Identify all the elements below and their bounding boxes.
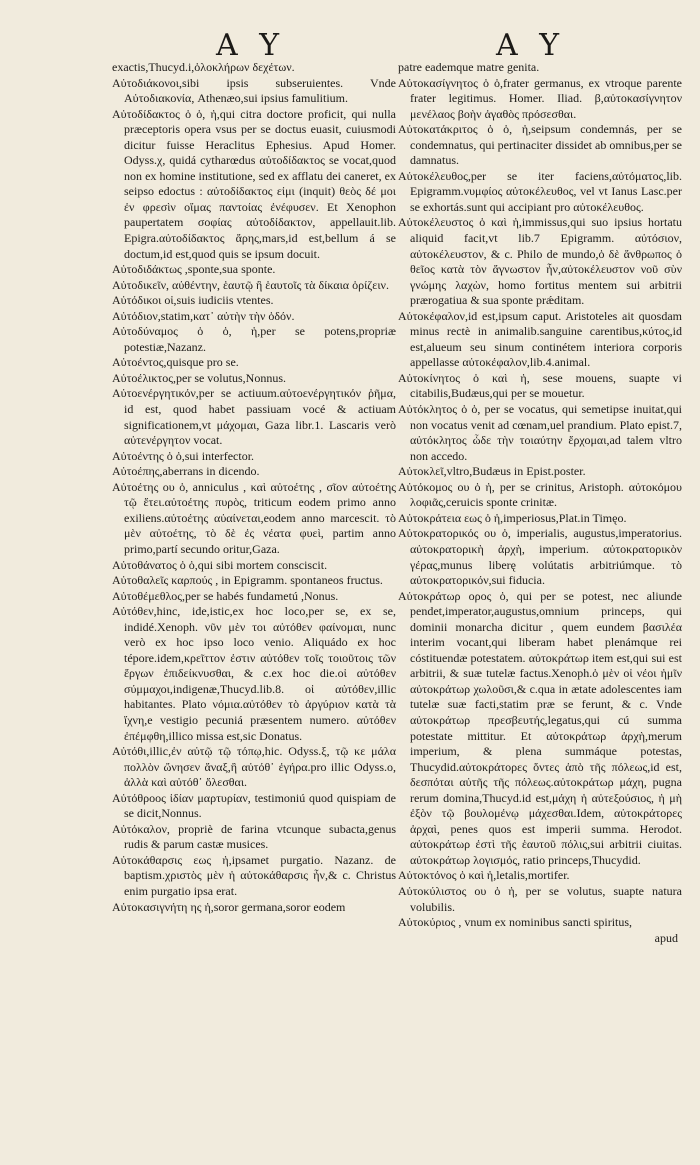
entry: Αὐτοδίδακτος ὁ ὁ, ἡ,qui citra doctore proficit, qui nulla præceptoris opera vsus per se doctus euasit, cuiusmodi dicitur fuisse Heraclitus Ephesius. Apud Homer. Odyss.χ, quidá cytharœdus αὐτοδίδακτος se vocat,quod non ex homine institutione, sed ex afflatu dei caneret, ex seipso edoctus : αὐτοδίδακτος εἰμι (inquit) θεὸς δέ μοι ἐν φρεσὶν οἴμας παντοίας ἐνέφυσεν. Et Xenophon paupertatem σοφίας αὐτοδίδακτον, appellauit.lib. Epigra.αὐτοδίδακτος ἄρης,mars,id est,bellum á se doctum,id est,quod quis se ipsum docuit. bbox=[112, 106, 396, 261]
entry: Αὐτόθροος ἰδίαν μαρτυρίαν, testimoniú quod quispiam de se dicit,Nonnus. bbox=[112, 790, 396, 821]
entry: Αὐτοδικεῖν, αὐθέντην, ἑαυτῷ ἢ ἑαυτοῖς τὰ δίκαια ὁρίζειν. bbox=[112, 277, 389, 292]
entry: Αὐτόδιον,statim,κατ᾽ αὐτὴν τὴν ὁδόν. bbox=[112, 308, 295, 323]
entry: Αὐτοέντος,quisque pro se. bbox=[112, 355, 239, 370]
header-letters-right: Α Υ bbox=[496, 28, 566, 63]
entry: Αὐτοκύριος , vnum ex nominibus sancti spiritus, bbox=[398, 915, 633, 930]
entry: Αὐτοέπης,aberrans in dicendo. bbox=[112, 464, 260, 479]
entry: Αὐτοκράτωρ ορος ὁ, qui per se potest, nec aliunde pendet,imperator,augustus,omnium princeps, qui dominii monarcha dicitur , quem eundem βασιλέα interim vocant,qui liberam habet plenámque rei cóstituendæ potestatem. αὐτοκράτωρ item est,qui sui est arbitrii, & suæ tutelæ factus.Xenoph.ὁ μὲν οἱ νέοι ἡμῖν αὐτοκράτωρ χωλοῦσι,& c.qua in ætate adolescentes iam tutelæ suæ facti,statim præ se ferunt, & c. Vnde αὐτοκράτωρ πρεσβευτής,legatus,qui cú summa potestate mittitur. Et αὐτοκράτωρ ἀρχὴ,merum imperium, & plena summáque potestas, Thucydid.αὐτοκράτορες ὄντες ἀπὸ τῆς πόλεως,id est, δεσπόται αὐτῆς τῆς πόλεως.αὐτοκράτωρ μάχη, pugna rerum domina,Thucyd.id est,μάχη ἡ αὐτεξούσιος, ἡ μὴ ἐξὸν τῷ βουλομένῳ μάχεσθαι.Idem, αὐτοκράτορες ἀρχαὶ, penes quos est imperii summa. Herodot. αὐτοκράτωρ ἐστὶ τῆς ἑαυτοῦ πόλις,sui arbitrii ciuitas. αὐτοκράτωρ λογισμός, ratio princeps,Thucydid. bbox=[398, 588, 682, 867]
entry: Αὐτοθάνατος ὁ ὁ,qui sibi mortem consciscit. bbox=[112, 557, 328, 572]
entry: Αὐτοέτης ου ὁ, anniculus , καὶ αὐτοέτης , σῖον αὐτοέτης τῷ ἔτει.αὐτοέτης πυρὸς, triticum eodem primo anno exiliens.αὐτοέτης αὐαίνεται,eodem anno marcescit. τὸ μὲν αὐτοέτης, τὸ δὲ ἐς νέατα φυεὶ, partim anno primo,partí secundo oritur,Gaza. bbox=[112, 479, 396, 556]
entry: Αὐτοδιάκονοι,sibi ipsis subseruientes. Vnde Αὐτοδιακονία, Athenæo,sui ipsius famulitium. bbox=[112, 75, 396, 106]
entry: Αὐτοενέργητικόν,per se actiuum.αὐτοενέργητικόν ῥῆμα, id est, quod habet passiuam vocé & actiuam significationem,vt μάχομαι, Gaza libr.1. Lascaris verò αὐτενέργητον vocat. bbox=[112, 386, 396, 448]
entry: Αὐτόκλητος ὁ ὁ, per se vocatus, qui semetipse inuitat,qui non vocatus venit ad cœnam,uel prandium. Plato epist.7, αὐτόκλητος ὧδε τὴν τοιαύτην ἔρχομαι,ad talem vltro non accedo. bbox=[398, 402, 682, 463]
entry: Αὐτοκέλευθος,per se iter faciens,αὐτόματος,lib. Epigramm.νυμφίος αὐτοκέλευθος, vel vt Ianus Lasc.per se exhortás.sunt qui accipiant pro αὐτοκέλευθος. bbox=[398, 168, 682, 214]
header-letters-left: Α Υ bbox=[216, 28, 286, 63]
entry: Αὐτοκασιγνήτη ης ἡ,soror germana,soror eodem bbox=[112, 899, 346, 914]
entry: Αὐτοκατάκριτος ὁ ὁ, ἡ,seipsum condemnás, per se condemnatus, qui pertinaciter dissidet ab omnibus,per se damnatus. bbox=[398, 122, 682, 168]
entry: Αὐτόδικοι οἱ,suis iudiciis vtentes. bbox=[112, 293, 274, 308]
entry: Αὐτοκασίγνητος ὁ ὁ,frater germanus, ex vtroque parente frater legitimus. Homer. Iliad. β,αὐτοκασίγνητον μενέλαος βοὴν ἀγαθὸς πρόσεσθαι. bbox=[398, 75, 682, 121]
entry: Αὐτόκομος ου ὁ ἡ, per se crinitus, Aristoph. αὐτοκόμου λοφιᾶς,ceruicis sponte crinitæ. bbox=[398, 479, 682, 510]
entry: Αὐτοκέλευστος ὁ καὶ ἡ,immissus,qui suo ipsius hortatu aliquid facit,vt lib.7 Epigramm. αὐτόσιον, αὐτοκέλευστον, & c. Philo de mundo,ὁ δὲ ἄνθρωπος ὁ θεῖος κατὰ τὸν ἄγνωστον ἦν,αὐτοκέλευστον νοῦ σὺν γνώμης λαχὼν, homo fortitus mentem sui arbitrii prærogatiua & sua sponte prǽditam. bbox=[398, 215, 682, 308]
entry: Αὐτοκρατορικός ου ὁ, imperialis, augustus,imperatorius. αὐτοκρατορικὴ ἀρχὴ, imperium. αὐτοκρατορικὸν γέρας,munus liberę volútatis arbitriúmque. τὸ αὐτοκρατορικόν,sui fiducia. bbox=[398, 526, 682, 588]
entry: Αὐτοδύναμος ὁ ὁ, ἡ,per se potens,propriæ potestiæ,Nazanz. bbox=[112, 324, 396, 354]
entry: Αὐτοκίνητος ὁ καὶ ἡ, sese mouens, suapte vi citabilis,Budæus,qui per se mouetur. bbox=[398, 370, 682, 401]
entry: patre eademque matre genita. bbox=[398, 60, 540, 74]
right-column bbox=[398, 60, 682, 946]
entry: Αὐτοέντης ὁ ὁ,sui interfector. bbox=[112, 448, 255, 463]
entry: Αὐτοθέμεθλος,per se habés fundametú ,Nonus. bbox=[112, 588, 339, 603]
entry: Αὐτοκύλιστος ου ὁ ἡ, per se volutus, suapte natura volubilis. bbox=[398, 883, 682, 914]
entry: Αὐτοθαλεῖς καρπούς , in Epigramm. spontaneos fructus. bbox=[112, 573, 383, 588]
entry: Αὐτοδιδάκτως ,sponte,sua sponte. bbox=[112, 262, 276, 277]
entry: Αὐτοέλικτος,per se volutus,Nonnus. bbox=[112, 370, 286, 385]
entry: Αὐτόκαλον, propriè de farina vtcunque subacta,genus rudis & parum castæ musices. bbox=[112, 821, 396, 852]
catchword: apud bbox=[654, 930, 678, 945]
entry: Αὐτοκτόνος ὁ καὶ ἡ,letalis,mortifer. bbox=[398, 868, 570, 883]
entry: Αὐτόθεν,hinc, ide,istic,ex hoc loco,per se, ex se, indidé.Xenoph. νῦν μὲν τοι αὐτόθεν φαίνομαι, nunc verò ex hoc ipso loco venio. Aliquádo ex hoc tépore.idem,κρεῖττον ἐστιν αὐτόθεν τοῖς τοιοῦτοις τῶν ἔργων ἐπιδείκνυσθαι, & c.ex hoc die.οἱ αὐτόθεν σύμμαχοι,indigenæ,Thucyd.lib.8. οἱ αὐτόθεν,illic habitantes. Plato νόμια.αὐτόθεν τὸ ἀργύριον κατὰ τὰ ἴχνη,e vestigio pecuniá præsentem numero. αὐτόθεν ἐπέμφθη,illico missa est,sic Donatus. bbox=[112, 604, 396, 743]
entry: Αὐτοκέφαλον,id est,ipsum caput. Aristoteles ait quosdam minus rectè in animalib.sanguine carentibus,κύτος,id est,alueum seu sinum continétem interiora corporis appellasse αὐτοκέφαλον,lib.4.animal. bbox=[398, 308, 682, 370]
entry: exactis,Thucyd.i,ὁλοκλήρων δεχέτων. bbox=[112, 60, 295, 74]
left-column bbox=[112, 60, 396, 915]
entry: Αὐτοκάθαρσις εως ἡ,ipsamet purgatio. Nazanz. de baptism.χριστὸς μὲν ἡ αὐτοκάθαρσις ἦν,& c. Christus enim purgatio ipsa erat. bbox=[112, 852, 396, 898]
entry: Αὐτόθι,illic,ἐν αὐτῷ τῷ τόπῳ,hic. Odyss.ξ, τῷ κε μάλα πολλὸν ὤνησεν ἄναξ,ἢ αὐτόθ᾽ ἐγήρα.pro illic Odyss.ο, ἀλλὰ καὶ αὐτόθ᾽ ὄλεσθαι. bbox=[112, 744, 396, 790]
entry: Αὐτοκράτεια εως ὁ ἡ,imperiosus,Plat.in Timęo. bbox=[398, 510, 627, 525]
entry: Αὐτοκλεῖ,vltro,Budæus in Epist.poster. bbox=[398, 464, 586, 479]
